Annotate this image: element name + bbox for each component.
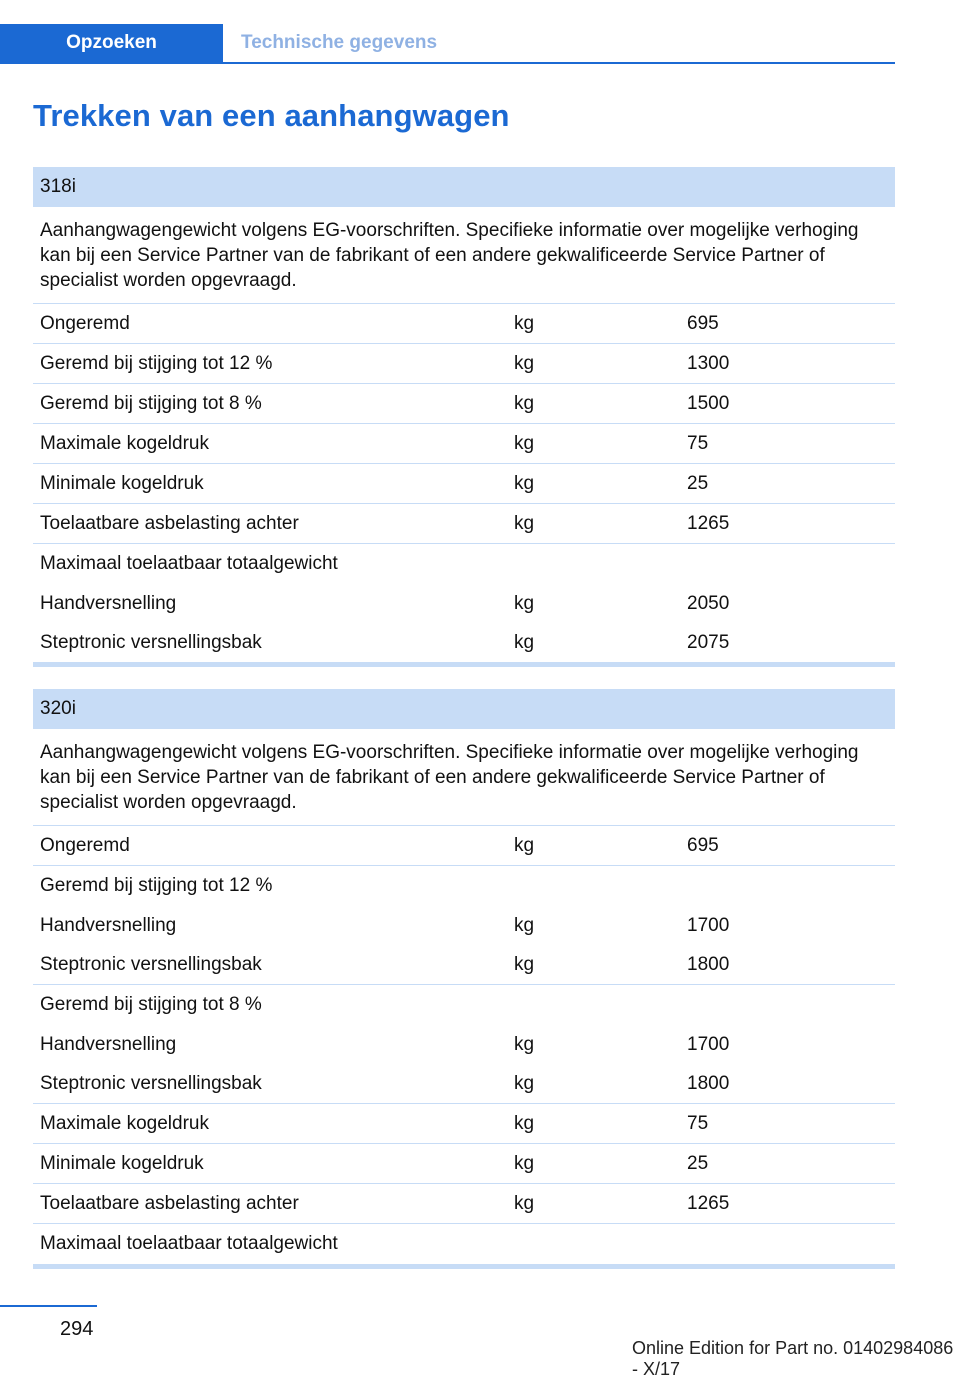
row-unit: kg: [514, 915, 535, 936]
page-title: Trekken van een aanhangwagen: [33, 98, 510, 133]
row-unit: kg: [514, 473, 535, 494]
table-row: [33, 343, 895, 383]
row-unit: kg: [514, 513, 535, 534]
spec-table-320i: [33, 689, 895, 1269]
row-value: 1265: [687, 513, 730, 534]
row-value: 695: [687, 313, 719, 334]
row-label: Handversnelling: [40, 593, 177, 614]
row-value: 25: [687, 1153, 709, 1174]
table-row: [33, 906, 895, 945]
table-group-row: [33, 1223, 895, 1264]
table-description: Aanhangwagengewicht volgens EG-voorschriften. Specifieke informatie over mogelijke verhoging kan bij een Service Partner van de fabrikant of een andere gekwalificeerde Service Partner of specialist worden opgevraagd.: [40, 220, 859, 291]
row-unit: kg: [514, 433, 535, 454]
row-value: 75: [687, 1113, 709, 1134]
row-value: 2050: [687, 593, 730, 614]
group-label: Maximaal toelaatbaar totaalgewicht: [40, 1233, 338, 1254]
table-model-header: 318i: [33, 167, 895, 207]
row-unit: kg: [514, 632, 535, 653]
row-unit: kg: [514, 954, 535, 975]
row-label: Geremd bij stijging tot 12 %: [40, 353, 273, 374]
table-row: [33, 1025, 895, 1064]
row-label: Toelaatbare asbelasting achter: [40, 1193, 299, 1214]
row-value: 1800: [687, 954, 730, 975]
row-value: 1500: [687, 393, 730, 414]
table-row: [33, 463, 895, 503]
table-row: [33, 303, 895, 343]
table-row: [33, 945, 895, 984]
row-value: 1700: [687, 1034, 730, 1055]
row-label: Maximale kogeldruk: [40, 1113, 209, 1134]
table-group-row: [33, 543, 895, 584]
section-tab-bar: [0, 24, 895, 64]
row-label: Ongeremd: [40, 313, 130, 334]
row-value: 695: [687, 835, 719, 856]
row-value: 1700: [687, 915, 730, 936]
row-unit: kg: [514, 1073, 535, 1094]
row-label: Ongeremd: [40, 835, 130, 856]
table-row: [33, 1143, 895, 1183]
row-label: Toelaatbare asbelasting achter: [40, 513, 299, 534]
row-unit: kg: [514, 835, 535, 856]
row-label: Steptronic versnellingsbak: [40, 632, 262, 653]
row-unit: kg: [514, 393, 535, 414]
table-row: [33, 623, 895, 662]
table-group-row: [33, 984, 895, 1025]
row-unit: kg: [514, 593, 535, 614]
row-value: 25: [687, 473, 709, 494]
table-row: [33, 383, 895, 423]
edition-note: Online Edition for Part no. 01402984086 - X/17: [632, 1338, 954, 1379]
table-row: [33, 1183, 895, 1223]
row-value: 1265: [687, 1193, 730, 1214]
row-value: 75: [687, 433, 709, 454]
row-unit: kg: [514, 1113, 535, 1134]
row-label: Minimale kogeldruk: [40, 473, 204, 494]
table-row: [33, 1103, 895, 1143]
page-number: 294: [60, 1318, 94, 1340]
table-row: [33, 423, 895, 463]
row-label: Geremd bij stijging tot 8 %: [40, 393, 262, 414]
row-label: Handversnelling: [40, 915, 177, 936]
row-unit: kg: [514, 1153, 535, 1174]
table-row: [33, 503, 895, 543]
group-label: Geremd bij stijging tot 12 %: [40, 875, 273, 896]
table-description: Aanhangwagengewicht volgens EG-voorschriften. Specifieke informatie over mogelijke verhoging kan bij een Service Partner van de fabrikant of een andere gekwalificeerde Service Partner of specialist worden opgevraagd.: [40, 742, 859, 813]
spec-table-318i: [33, 167, 895, 667]
tab-technische-gegevens[interactable]: Technische gegevens: [223, 24, 437, 62]
footer-rule: [0, 1305, 97, 1307]
row-label: Steptronic versnellingsbak: [40, 954, 262, 975]
row-label: Maximale kogeldruk: [40, 433, 209, 454]
row-label: Steptronic versnellingsbak: [40, 1073, 262, 1094]
table-model-header: 320i: [33, 689, 895, 729]
row-unit: kg: [514, 313, 535, 334]
row-value: 1800: [687, 1073, 730, 1094]
group-label: Geremd bij stijging tot 8 %: [40, 994, 262, 1015]
group-label: Maximaal toelaatbaar totaalgewicht: [40, 553, 338, 574]
row-unit: kg: [514, 353, 535, 374]
row-label: Minimale kogeldruk: [40, 1153, 204, 1174]
table-group-row: [33, 865, 895, 906]
row-unit: kg: [514, 1193, 535, 1214]
row-value: 1300: [687, 353, 730, 374]
row-label: Handversnelling: [40, 1034, 177, 1055]
table-row: [33, 584, 895, 623]
table-row: [33, 1064, 895, 1103]
table-row: [33, 825, 895, 865]
tab-opzoeken[interactable]: Opzoeken: [0, 24, 223, 62]
row-value: 2075: [687, 632, 730, 653]
row-unit: kg: [514, 1034, 535, 1055]
